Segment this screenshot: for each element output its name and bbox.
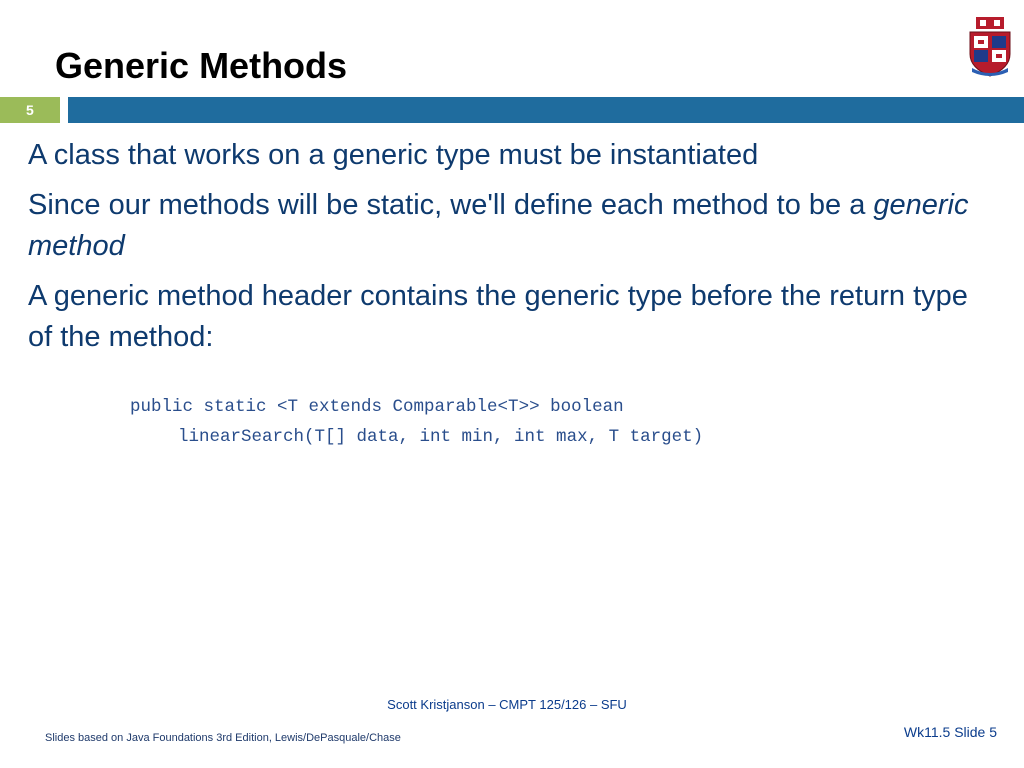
slide-number-badge: 5 [0, 97, 60, 123]
footer-credits: Slides based on Java Foundations 3rd Edition, Lewis/DePasquale/Chase [45, 732, 401, 744]
bullet-1: A class that works on a generic type must be instantiated [28, 139, 759, 171]
bullet-2-text: Since our methods will be static, we'll define each method to be a [28, 189, 874, 221]
slide-body [28, 135, 998, 367]
slide-title: Generic Methods [55, 45, 348, 86]
footer-slide-label: Wk11.5 Slide 5 [903, 724, 997, 740]
bullet-3: A generic method header contains the generic type before the return type of the method: [28, 280, 968, 353]
code-line-2: linearSearch(T[] data, int min, int max, T target) [178, 427, 704, 447]
bullet-2-emphasis: generic method [28, 189, 969, 262]
code-line-1: public static <T extends Comparable<T>> boolean [130, 397, 624, 417]
header-bar [68, 97, 1024, 123]
university-crest-icon [966, 14, 1014, 78]
code-block [130, 392, 703, 452]
bullet-2 [28, 185, 998, 267]
footer-author: Scott Kristjanson – CMPT 125/126 – SFU [387, 697, 627, 712]
